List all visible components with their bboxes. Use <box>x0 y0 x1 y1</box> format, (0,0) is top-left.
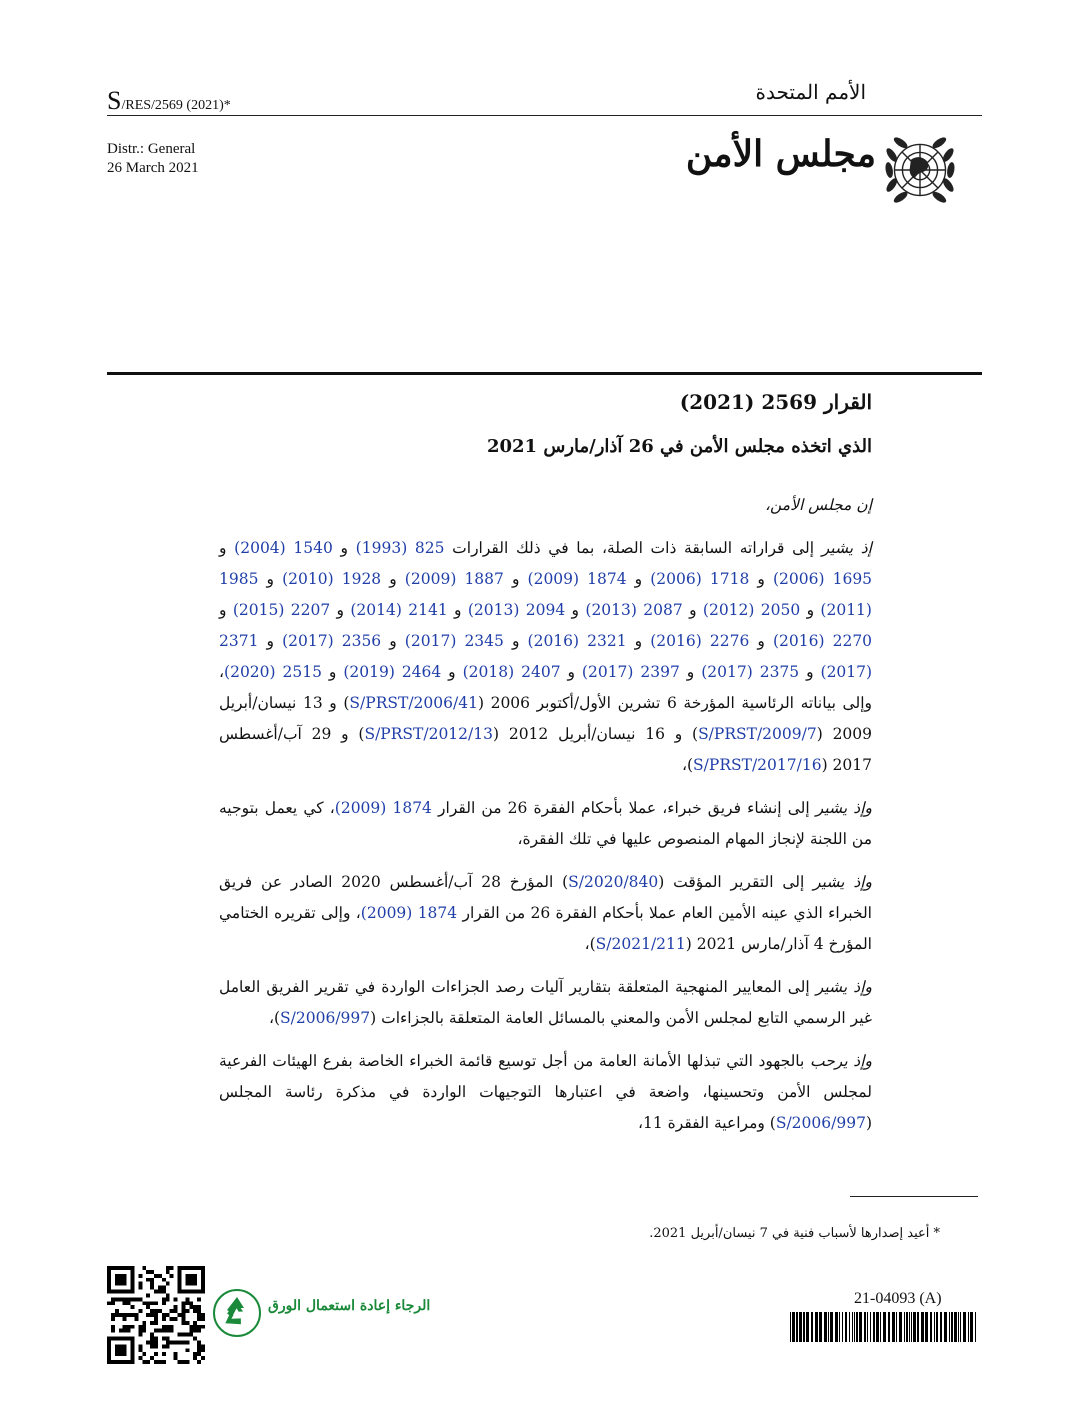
resolution-link[interactable]: 1928 (2010) <box>282 570 382 588</box>
preamble-paragraph-5: وإذ يرحب بالجهود التي تبذلها الأمانة العامة من أجل توسيع قائمة الخبراء الخاصة بفرع الهيئات الفرعية لمجلس الأمن وتحسينها، واضعة في اعتبارها التوجيهات الواردة في مذكرة رئاسة المجلس (S/2006/997) ومراعية الفقرة 11، <box>219 1052 872 1132</box>
document-link[interactable]: S/2006/997 <box>775 1114 866 1132</box>
preamble-paragraph-2: وإذ يشير إلى إنشاء فريق خبراء، عملا بأحكام الفقرة 26 من القرار 1874 (2009)، كي يعمل بتوجيه من اللجنة لإنجاز المهام المنصوص عليها في تلك الفقرة، <box>219 799 872 848</box>
resolution-link[interactable]: 2207 (2015) <box>232 601 331 619</box>
resolution-link[interactable]: 1887 (2009) <box>404 570 504 588</box>
council-name: مجلس الأمن <box>685 133 876 175</box>
document-number: 21-04093 (A) <box>854 1290 942 1307</box>
organization-name: الأمم المتحدة <box>755 80 866 104</box>
issue-date: 26 March 2021 <box>107 160 199 176</box>
preamble-paragraph-1: إذ يشير إلى قراراته السابقة ذات الصلة، بما في ذلك القرارات 825 (1993) و 1540 (2004) و 1695 (2006) و 1718 (2006) و 1874 (2009) و 1887 (2009) و 1928 (2010) و 1985 (2011) و 2050 (2012) و 2087 (2013) و 2094 (2013) و 2141 (2014) و 2207 (2015) و 2270 (2016) و 2276 (2016) و 2321 (2016) و 2345 (2017) و 2356 (2017) و 2371 (2017) و 2375 (2017) و 2397 (2017) و 2407 (2018) و 2464 (2019) و 2515 (2020)، وإلى بياناته الرئاسية المؤرخة 6 تشرين الأول/أكتوبر 2006 (S/PRST/2006/41) و 13 نيسان/أبريل 2009 (S/PRST/2009/7) و 16 نيسان/أبريل 2012 (S/PRST/2012/13) و 29 آب/أغسطس 2017 (S/PRST/2017/16)، <box>219 539 873 774</box>
resolution-link[interactable]: 2050 (2012) <box>702 601 801 619</box>
preamble-paragraph-3: وإذ يشير إلى التقرير المؤقت (S/2020/840) المؤرخ 28 آب/أغسطس 2020 الصادر عن فريق الخبراء الذي عينه الأمين العام عملا بأحكام الفقرة 26 من القرار 1874 (2009)، وإلى تقريره الختامي المؤرخ 4 آذار/مارس 2021 (S/2021/211)، <box>219 873 873 953</box>
barcode-icon <box>790 1312 976 1342</box>
resolution-link[interactable]: 1540 (2004) <box>234 539 333 557</box>
resolution-title: القرار 2569 (2021) <box>679 390 872 414</box>
document-link[interactable]: S/2006/997 <box>280 1009 371 1027</box>
resolution-link[interactable]: 2276 (2016) <box>650 632 750 650</box>
document-link[interactable]: S/2020/840 <box>568 873 659 891</box>
resolution-link[interactable]: 2407 (2018) <box>462 663 561 681</box>
document-link[interactable]: S/PRST/2017/16 <box>693 756 822 774</box>
footnote: * أعيد إصدارها لأسباب فنية في 7 نيسان/أبريل 2021. <box>649 1226 940 1241</box>
recycle-icon <box>212 1288 262 1338</box>
resolution-link[interactable]: 2094 (2013) <box>467 601 566 619</box>
opening-phrase: إن مجلس الأمن، <box>765 496 872 514</box>
document-symbol <box>107 86 231 116</box>
resolution-link[interactable]: 1874 (2009) <box>360 904 458 922</box>
resolution-link[interactable]: 2464 (2019) <box>343 663 442 681</box>
resolution-link[interactable]: 1695 (2006) <box>772 570 873 588</box>
recycle-text: الرجاء إعادة استعمال الورق <box>268 1298 431 1314</box>
symbol-rest: /RES/2569 (2021)* <box>121 98 231 113</box>
document-link[interactable]: S/2021/211 <box>595 935 686 953</box>
resolution-link[interactable]: 1718 (2006) <box>650 570 750 588</box>
footnote-rule <box>850 1196 978 1197</box>
resolution-link[interactable]: 2397 (2017) <box>581 663 680 681</box>
document-link[interactable]: S/PRST/2012/13 <box>364 725 493 743</box>
resolution-link[interactable]: 1985 (2011) <box>219 570 872 619</box>
distribution-block <box>107 140 199 178</box>
resolution-link[interactable]: 2375 (2017) <box>701 663 800 681</box>
preamble-body <box>219 490 872 1151</box>
resolution-link[interactable]: 2356 (2017) <box>282 632 382 650</box>
title-rule <box>107 372 982 375</box>
preamble-opening <box>219 490 872 521</box>
resolution-link[interactable]: 2141 (2014) <box>350 601 448 619</box>
un-emblem-icon <box>876 126 964 214</box>
resolution-link[interactable]: 2321 (2016) <box>527 632 627 650</box>
resolution-link[interactable]: 2371 (2017) <box>219 632 873 681</box>
symbol-initial: S <box>107 86 122 115</box>
resolution-link[interactable]: 2345 (2017) <box>404 632 504 650</box>
qr-code-icon <box>107 1266 205 1364</box>
resolution-subtitle: الذي اتخذه مجلس الأمن في 26 آذار/مارس 2021 <box>486 436 872 457</box>
resolution-link[interactable]: 1874 (2009) <box>527 570 627 588</box>
header-rule <box>107 115 982 116</box>
distribution-label: Distr.: General <box>107 141 196 157</box>
document-link[interactable]: S/PRST/2009/7 <box>698 725 817 743</box>
preamble-paragraph-4: وإذ يشير إلى المعايير المنهجية المتعلقة بتقارير آليات رصد الجزاءات الواردة في تقرير الفريق العامل غير الرسمي التابع لمجلس الأمن والمعني بالمسائل العامة المتعلقة بالجزاءات (S/2006/997)، <box>219 978 872 1027</box>
resolution-link[interactable]: 1874 (2009) <box>334 799 432 817</box>
resolution-link[interactable]: 825 (1993) <box>355 539 445 557</box>
resolution-link[interactable]: 2270 (2016) <box>772 632 873 650</box>
resolution-link[interactable]: 2087 (2013) <box>585 601 683 619</box>
document-link[interactable]: S/PRST/2006/41 <box>349 694 478 712</box>
resolution-link[interactable]: 2515 (2020) <box>224 663 322 681</box>
